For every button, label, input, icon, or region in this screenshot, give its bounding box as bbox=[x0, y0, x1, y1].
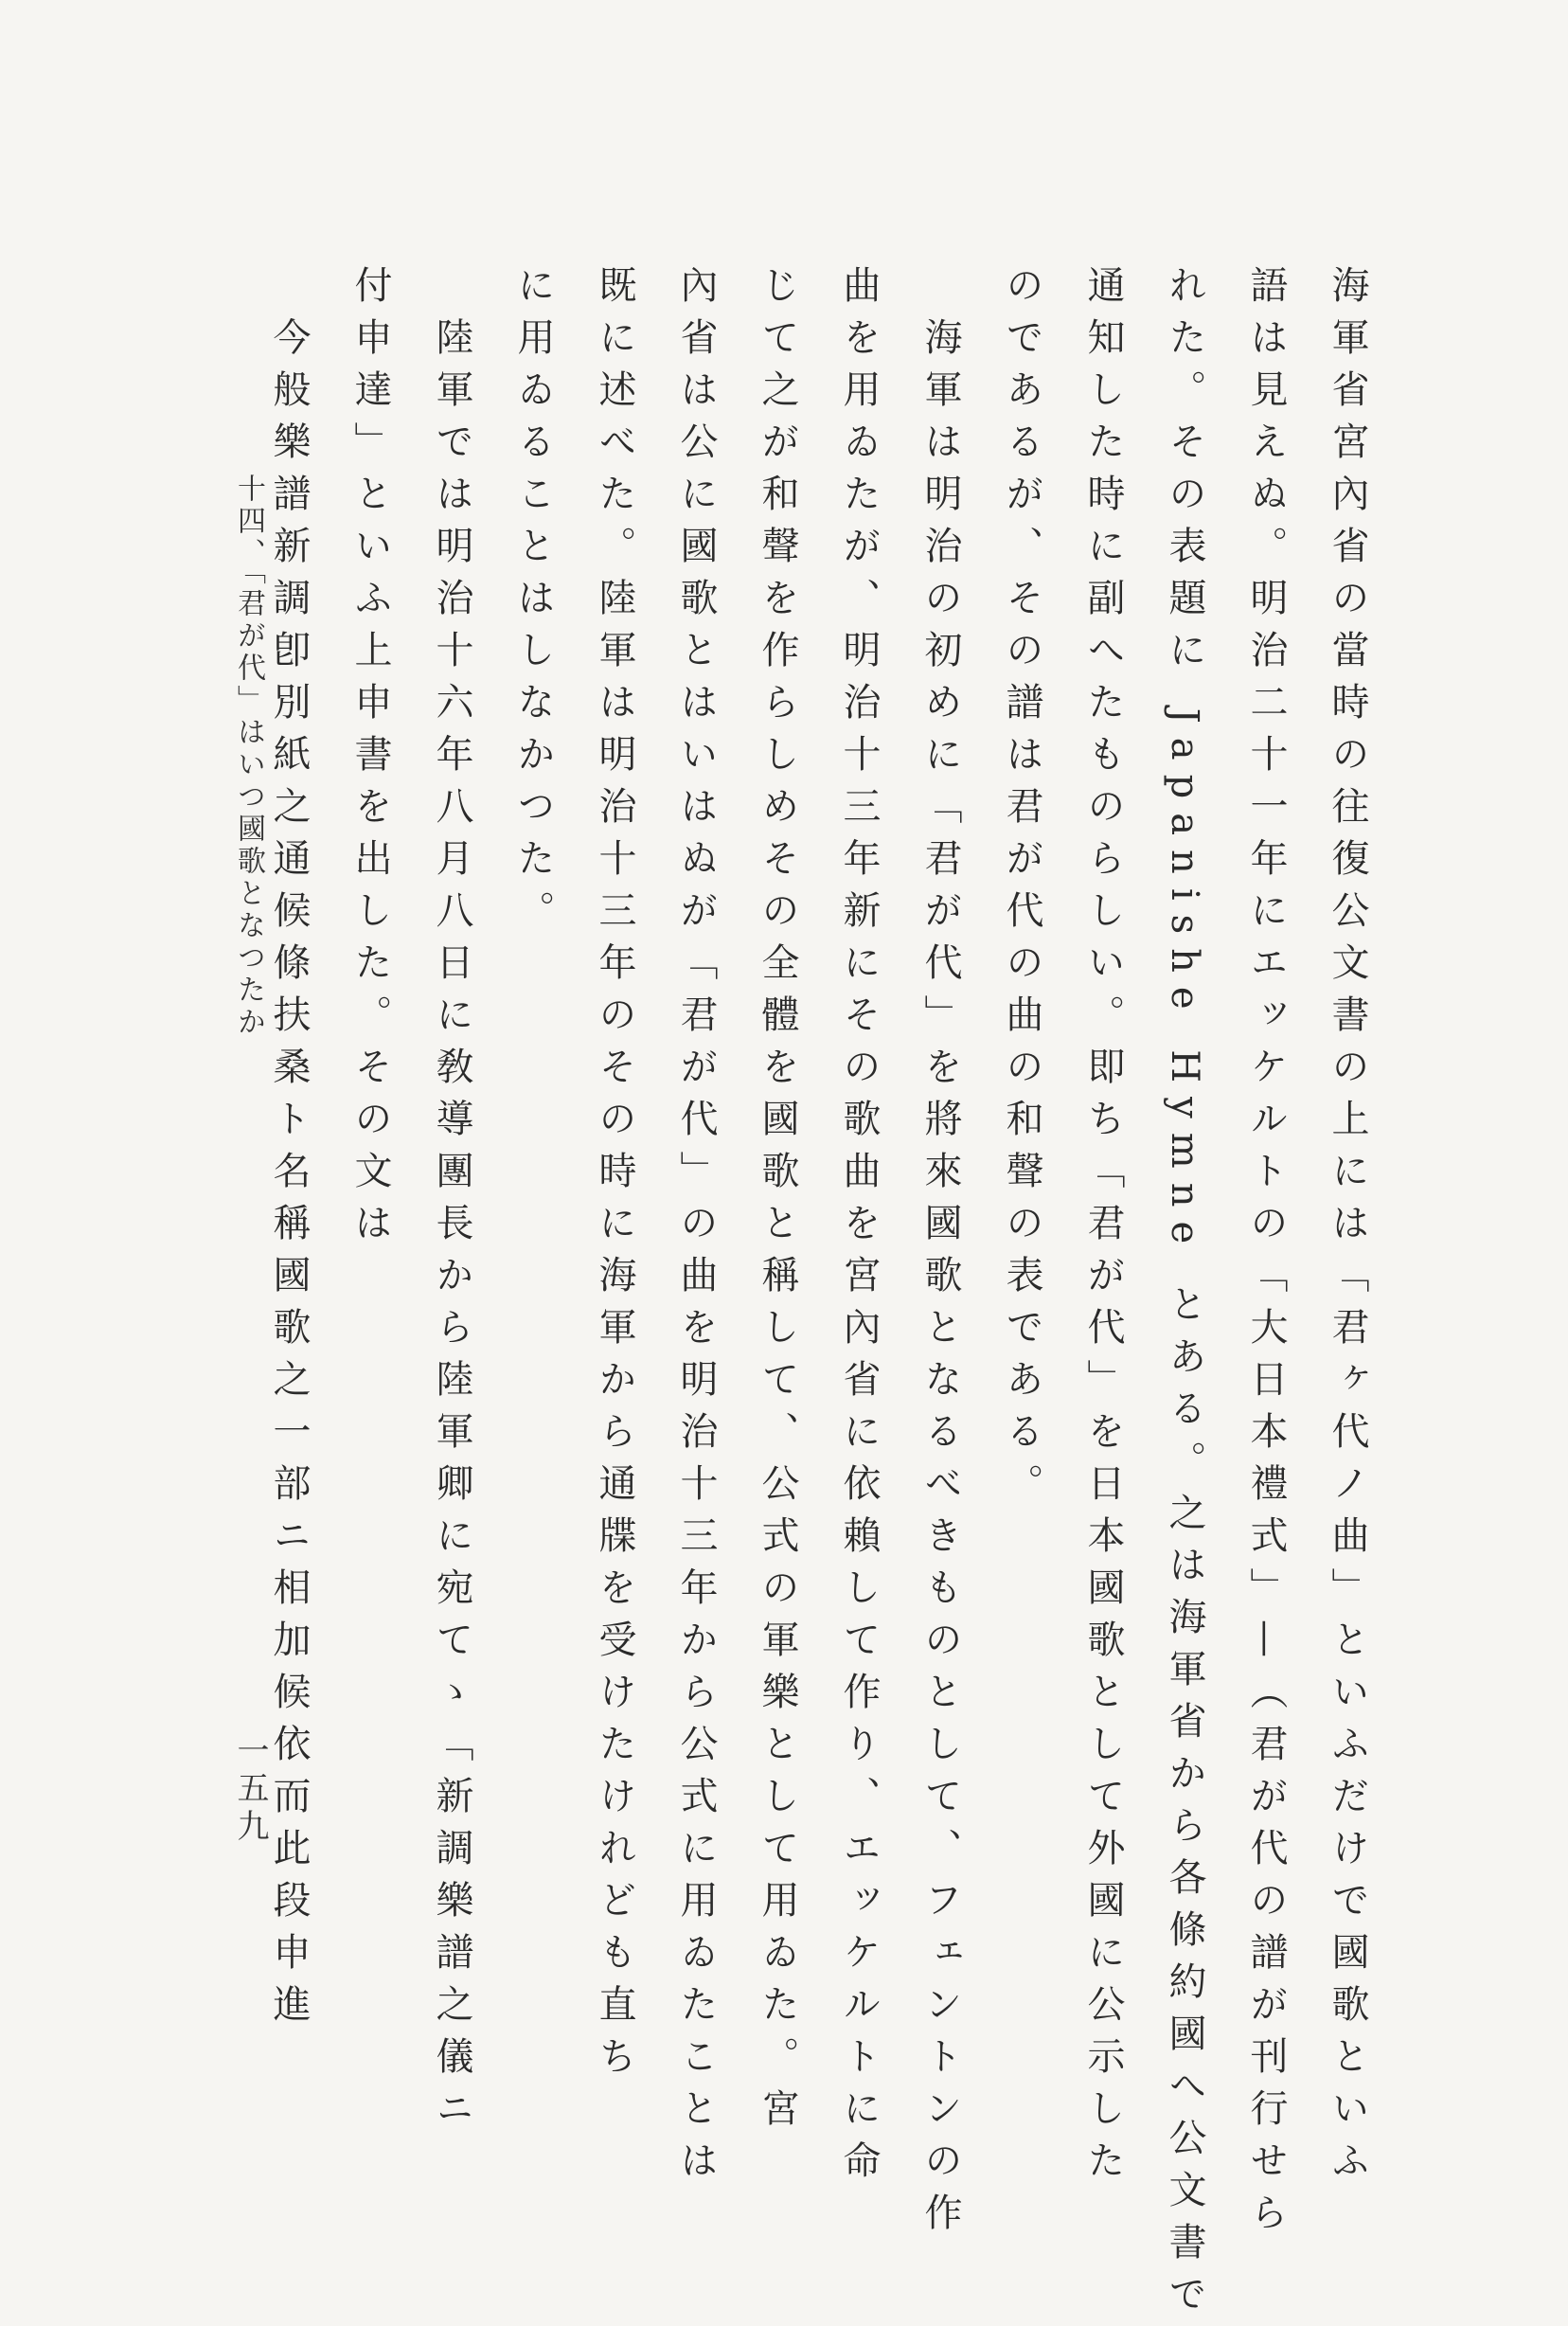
text-column: 海軍は明治の初めに「君が代」を將來國歌となるべきものとして、フェントンの作 bbox=[918, 265, 962, 2245]
text-column: 陸軍では明治十六年八月八日に敎導團長から陸軍卿に宛てゝ「新調樂譜之儀ニ bbox=[430, 265, 473, 2140]
text-column: じて之が和聲を作らしめその全體を國歌と稱して、公式の軍樂として用ゐた。宮 bbox=[756, 265, 799, 2140]
text-column: 付申達」といふ上申書を出した。その文は bbox=[348, 265, 392, 1255]
text-column: 海軍省宮內省の當時の往復公文書の上には「君ヶ代ノ曲」といふだけで國歌といふ bbox=[1326, 265, 1369, 2192]
text-column: 曲を用ゐたが、明治十三年新にその歌曲を宮內省に依賴して作り、エッケルトに命 bbox=[837, 265, 881, 2192]
text-column: 今般樂譜新調卽別紙之通候條扶桑ト名稱國歌之一部ニ相加候依而此段申進 bbox=[267, 265, 311, 2036]
text-column: 語は見えぬ。明治二十一年にエッケルトの「大日本禮式」—（君が代の譜が刊行せら bbox=[1244, 265, 1288, 2245]
text-column: 通知した時に副へたものらしい。即ち「君が代」を日本國歌として外國に公示した bbox=[1081, 265, 1125, 2192]
running-head: 十四、「君が代」はいつ國歌となつたか bbox=[232, 474, 265, 1039]
text-column: れた。その表題に Japanishe Hymne とある。之は海軍省から各條約國へ公文書で bbox=[1163, 265, 1206, 2326]
text-column: 既に述べた。陸軍は明治十三年のその時に海軍から通牒を受けたけれども直ち bbox=[593, 265, 636, 2088]
page-number: 一五九 bbox=[231, 1733, 269, 1847]
text-column: に用ゐることはしなかつた。 bbox=[511, 265, 555, 942]
text-column: のであるが、その譜は君が代の曲の和聲の表である。 bbox=[1000, 265, 1043, 1515]
body-text bbox=[248, 265, 1388, 2326]
text-column: 內省は公に國歌とはいはぬが「君が代」の曲を明治十三年から公式に用ゐたことは bbox=[674, 265, 718, 2192]
